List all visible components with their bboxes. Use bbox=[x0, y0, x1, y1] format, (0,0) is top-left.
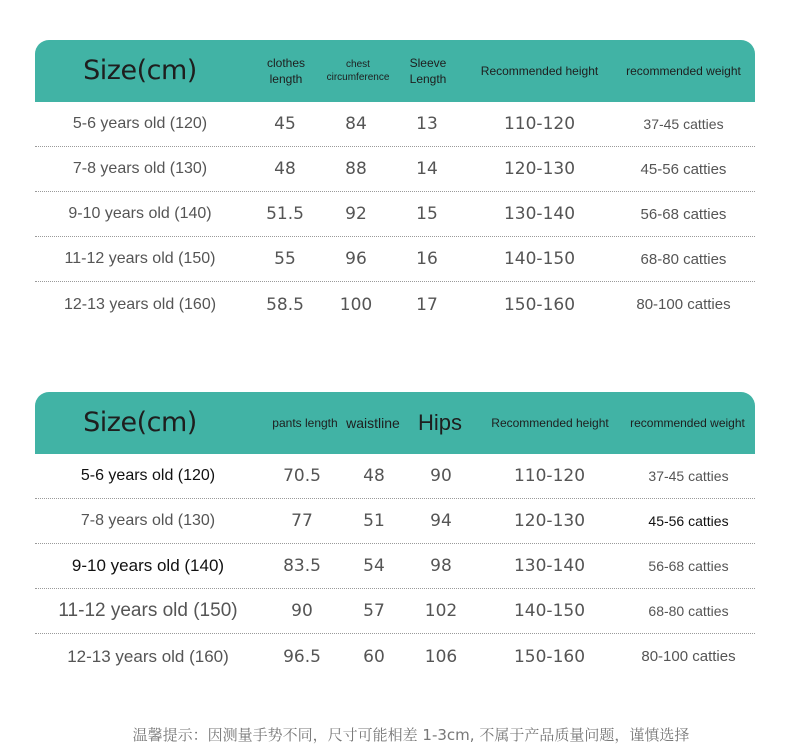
clothes-length-header: clothes length bbox=[266, 55, 306, 86]
sleeve-value: 14 bbox=[416, 159, 438, 179]
size-column-header: Size(cm) bbox=[83, 406, 197, 438]
height-value: 130-140 bbox=[503, 204, 576, 224]
top-size-table bbox=[35, 40, 755, 327]
hips-value: 106 bbox=[424, 646, 458, 667]
table-row bbox=[35, 634, 755, 679]
waistline-value: 48 bbox=[363, 466, 385, 486]
size-label: 5-6 years old (120) bbox=[72, 115, 208, 132]
table-row bbox=[35, 192, 755, 237]
size-label: 12-13 years old (160) bbox=[63, 295, 217, 313]
clothes-length-value: 58.5 bbox=[266, 294, 304, 315]
table-row bbox=[35, 282, 755, 327]
weight-value: 37-45 catties bbox=[643, 116, 724, 132]
waistline-value: 51 bbox=[363, 511, 385, 531]
hips-value: 94 bbox=[430, 511, 452, 531]
pants-length-header: pants length bbox=[272, 415, 338, 430]
height-value: 110-120 bbox=[503, 114, 576, 134]
weight-value: 80-100 catties bbox=[636, 296, 731, 313]
size-label: 9-10 years old (140) bbox=[71, 556, 225, 575]
waistline-value: 57 bbox=[363, 601, 385, 621]
height-value: 140-150 bbox=[503, 249, 576, 269]
recommended-height-header: Recommended height bbox=[491, 415, 609, 430]
pants-length-value: 77 bbox=[291, 511, 313, 531]
pants-length-value: 83.5 bbox=[283, 556, 321, 576]
height-value: 150-160 bbox=[503, 294, 576, 315]
table-row bbox=[35, 454, 755, 499]
pants-length-value: 70.5 bbox=[283, 466, 321, 486]
size-label: 9-10 years old (140) bbox=[68, 205, 212, 222]
weight-value: 56-68 catties bbox=[648, 558, 729, 574]
table-row bbox=[35, 147, 755, 192]
table-row bbox=[35, 237, 755, 282]
table-row bbox=[35, 589, 755, 634]
chest-value: 92 bbox=[345, 204, 367, 224]
height-value: 120-130 bbox=[503, 159, 576, 179]
recommended-weight-header: recommended weight bbox=[630, 415, 745, 430]
weight-value: 45-56 catties bbox=[640, 160, 727, 178]
height-value: 110-120 bbox=[513, 466, 586, 486]
weight-value: 37-45 catties bbox=[648, 468, 729, 484]
hips-value: 90 bbox=[430, 466, 452, 486]
bottom-table-header bbox=[35, 392, 755, 454]
chest-value: 88 bbox=[345, 159, 367, 179]
height-value: 140-150 bbox=[513, 601, 586, 621]
size-label: 11-12 years old (150) bbox=[58, 600, 238, 621]
chest-circumference-header: chest circumference bbox=[326, 58, 390, 83]
bottom-size-table bbox=[35, 392, 755, 679]
weight-value: 45-56 catties bbox=[648, 513, 729, 529]
weight-value: 68-80 catties bbox=[648, 603, 729, 619]
sleeve-value: 13 bbox=[416, 114, 438, 134]
height-value: 120-130 bbox=[513, 511, 586, 531]
clothes-length-value: 51.5 bbox=[266, 204, 304, 224]
measurement-footnote: 温馨提示：因测量手势不同，尺寸可能相差 1-3cm, 不属于产品质量问题，谨慎选择 bbox=[132, 726, 690, 744]
pants-length-value: 96.5 bbox=[283, 646, 321, 667]
clothes-length-value: 45 bbox=[274, 114, 296, 134]
table-row bbox=[35, 544, 755, 589]
sleeve-value: 17 bbox=[416, 294, 438, 315]
size-label: 7-8 years old (130) bbox=[80, 512, 216, 529]
waistline-value: 54 bbox=[363, 556, 385, 576]
chest-value: 100 bbox=[339, 294, 373, 315]
weight-value: 68-80 catties bbox=[640, 250, 727, 268]
clothes-length-value: 55 bbox=[274, 249, 296, 269]
size-label: 7-8 years old (130) bbox=[72, 160, 208, 177]
top-table-header bbox=[35, 40, 755, 102]
table-row bbox=[35, 499, 755, 544]
pants-length-value: 90 bbox=[291, 601, 313, 621]
sleeve-value: 16 bbox=[416, 249, 438, 269]
hips-value: 102 bbox=[424, 601, 458, 621]
size-label: 12-13 years old (160) bbox=[67, 646, 229, 666]
size-column-header: Size(cm) bbox=[83, 54, 197, 86]
table-row bbox=[35, 102, 755, 147]
height-value: 150-160 bbox=[513, 646, 586, 667]
recommended-height-header: Recommended height bbox=[480, 63, 599, 78]
height-value: 130-140 bbox=[513, 556, 586, 576]
waistline-value: 60 bbox=[363, 646, 385, 667]
chest-value: 84 bbox=[345, 114, 367, 134]
size-label: 5-6 years old (120) bbox=[80, 467, 216, 484]
weight-value: 56-68 catties bbox=[640, 205, 727, 223]
clothes-length-value: 48 bbox=[274, 159, 296, 179]
hips-value: 98 bbox=[430, 556, 452, 576]
hips-header: Hips bbox=[417, 410, 462, 436]
recommended-weight-header: recommended weight bbox=[626, 63, 741, 78]
chest-value: 96 bbox=[345, 249, 367, 269]
sleeve-length-header: Sleeve Length bbox=[409, 55, 447, 86]
size-label: 11-12 years old (150) bbox=[64, 250, 216, 267]
weight-value: 80-100 catties bbox=[641, 648, 736, 665]
waistline-header: waistline bbox=[346, 414, 400, 431]
sleeve-value: 15 bbox=[416, 204, 438, 224]
